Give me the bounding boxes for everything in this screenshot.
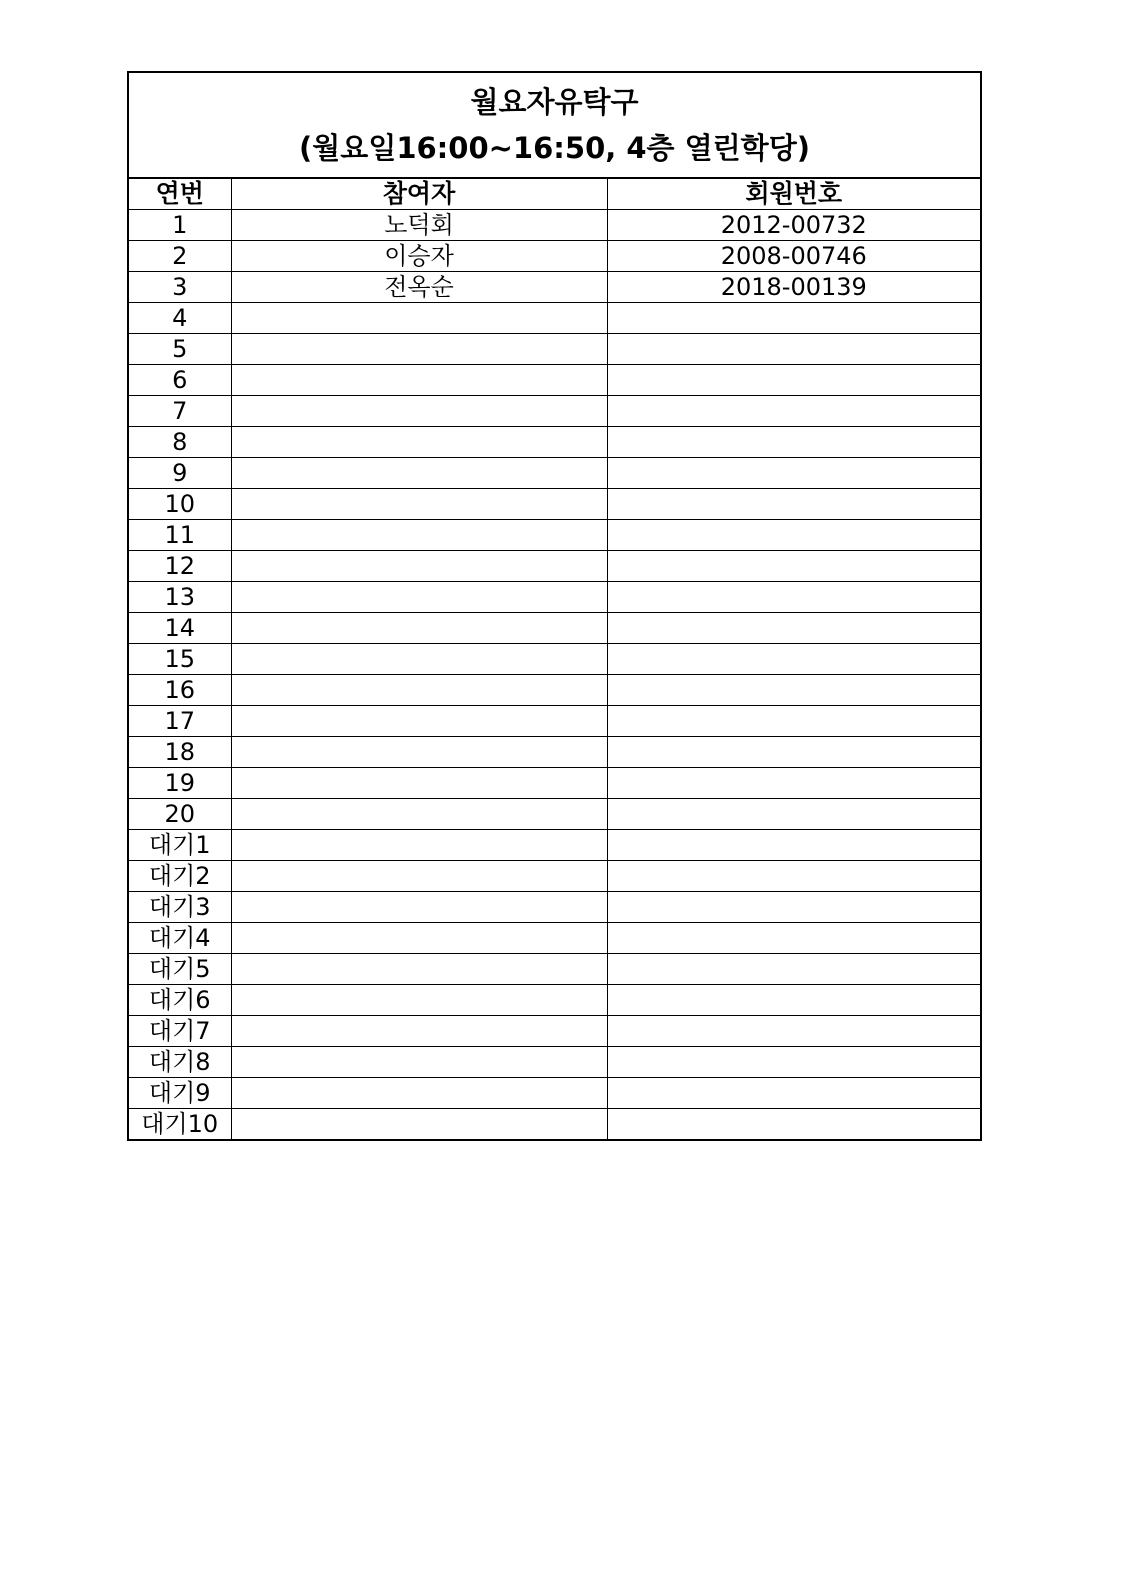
member-id-cell: [607, 1047, 980, 1078]
participant-name-cell: [231, 520, 607, 551]
row-number-cell: 18: [129, 737, 231, 768]
participant-name-cell: [231, 675, 607, 706]
table-row: [129, 489, 980, 520]
member-id-cell: [607, 365, 980, 396]
member-id-cell: [607, 830, 980, 861]
row-number-cell: 16: [129, 675, 231, 706]
row-number-cell: 9: [129, 458, 231, 489]
participant-name-cell: [231, 799, 607, 830]
participant-name-cell: [231, 1016, 607, 1047]
participant-name-cell: [231, 489, 607, 520]
table-row: [129, 768, 980, 799]
sheet-title-block: [129, 73, 980, 179]
member-id-cell: [607, 1109, 980, 1140]
table-row: [129, 210, 980, 241]
row-number-cell: 6: [129, 365, 231, 396]
row-number-cell: 10: [129, 489, 231, 520]
member-id-cell: [607, 644, 980, 675]
member-id-cell: 2012-00732: [607, 210, 980, 241]
participant-name-cell: [231, 985, 607, 1016]
row-number-cell: 12: [129, 551, 231, 582]
row-number-cell: 7: [129, 396, 231, 427]
member-id-cell: 2018-00139: [607, 272, 980, 303]
row-number-cell: 13: [129, 582, 231, 613]
member-id-cell: [607, 1016, 980, 1047]
participant-name-cell: [231, 1047, 607, 1078]
member-id-cell: [607, 675, 980, 706]
sheet-title: 월요자유탁구: [470, 85, 639, 119]
member-id-cell: [607, 768, 980, 799]
table-row: [129, 675, 980, 706]
member-id-cell: [607, 489, 980, 520]
member-id-cell: [607, 985, 980, 1016]
table-row: [129, 458, 980, 489]
column-header-participant: 참여자: [231, 179, 607, 210]
row-number-cell: 대기5: [129, 954, 231, 985]
table-row: [129, 830, 980, 861]
row-number-cell: 대기10: [129, 1109, 231, 1140]
member-id-cell: [607, 582, 980, 613]
participant-name-cell: [231, 830, 607, 861]
table-row: [129, 737, 980, 768]
row-number-cell: 대기4: [129, 923, 231, 954]
row-number-cell: 3: [129, 272, 231, 303]
table-row: [129, 520, 980, 551]
table-row: [129, 365, 980, 396]
participant-table: [129, 179, 980, 1139]
member-id-cell: [607, 303, 980, 334]
table-row: [129, 396, 980, 427]
table-row: [129, 272, 980, 303]
participant-name-cell: [231, 427, 607, 458]
participant-name-cell: [231, 396, 607, 427]
participant-name-cell: [231, 582, 607, 613]
member-id-cell: [607, 799, 980, 830]
member-id-cell: [607, 892, 980, 923]
member-id-cell: [607, 1078, 980, 1109]
member-id-cell: [607, 396, 980, 427]
member-id-cell: [607, 334, 980, 365]
row-number-cell: 15: [129, 644, 231, 675]
member-id-cell: 2008-00746: [607, 241, 980, 272]
member-id-cell: [607, 427, 980, 458]
participant-name-cell: [231, 892, 607, 923]
table-row: [129, 334, 980, 365]
row-number-cell: 11: [129, 520, 231, 551]
sheet-subtitle: (월요일16:00~16:50, 4층 열린학당): [299, 131, 810, 165]
participant-name-cell: 이승자: [231, 241, 607, 272]
row-number-cell: 대기7: [129, 1016, 231, 1047]
member-id-cell: [607, 458, 980, 489]
row-number-cell: 8: [129, 427, 231, 458]
member-id-cell: [607, 706, 980, 737]
participant-name-cell: [231, 706, 607, 737]
row-number-cell: 대기3: [129, 892, 231, 923]
table-row: [129, 582, 980, 613]
table-row: [129, 1078, 980, 1109]
row-number-cell: 14: [129, 613, 231, 644]
row-number-cell: 2: [129, 241, 231, 272]
row-number-cell: 19: [129, 768, 231, 799]
participant-name-cell: [231, 551, 607, 582]
participant-name-cell: [231, 613, 607, 644]
row-number-cell: 17: [129, 706, 231, 737]
participant-name-cell: [231, 954, 607, 985]
participant-name-cell: [231, 737, 607, 768]
table-row: [129, 892, 980, 923]
participant-name-cell: [231, 458, 607, 489]
participant-name-cell: [231, 365, 607, 396]
row-number-cell: 1: [129, 210, 231, 241]
table-row: [129, 985, 980, 1016]
table-row: [129, 1109, 980, 1140]
participant-name-cell: [231, 861, 607, 892]
table-header-row: [129, 179, 980, 210]
table-row: [129, 799, 980, 830]
participant-name-cell: [231, 923, 607, 954]
table-row: [129, 954, 980, 985]
table-row: [129, 1016, 980, 1047]
member-id-cell: [607, 551, 980, 582]
participant-name-cell: [231, 644, 607, 675]
participant-name-cell: [231, 303, 607, 334]
column-header-member-id: 회원번호: [607, 179, 980, 210]
table-row: [129, 1047, 980, 1078]
row-number-cell: 대기8: [129, 1047, 231, 1078]
table-row: [129, 303, 980, 334]
row-number-cell: 대기9: [129, 1078, 231, 1109]
row-number-cell: 4: [129, 303, 231, 334]
table-row: [129, 706, 980, 737]
participant-name-cell: [231, 1078, 607, 1109]
participant-name-cell: [231, 768, 607, 799]
table-row: [129, 427, 980, 458]
participant-name-cell: 전옥순: [231, 272, 607, 303]
member-id-cell: [607, 737, 980, 768]
row-number-cell: 대기1: [129, 830, 231, 861]
row-number-cell: 대기2: [129, 861, 231, 892]
member-id-cell: [607, 923, 980, 954]
row-number-cell: 20: [129, 799, 231, 830]
member-id-cell: [607, 861, 980, 892]
table-row: [129, 923, 980, 954]
member-id-cell: [607, 954, 980, 985]
participant-name-cell: 노덕회: [231, 210, 607, 241]
table-row: [129, 861, 980, 892]
row-number-cell: 대기6: [129, 985, 231, 1016]
signup-sheet: [127, 71, 982, 1141]
member-id-cell: [607, 520, 980, 551]
table-row: [129, 644, 980, 675]
participant-name-cell: [231, 1109, 607, 1140]
table-row: [129, 241, 980, 272]
column-header-number: 연번: [129, 179, 231, 210]
participant-name-cell: [231, 334, 607, 365]
row-number-cell: 5: [129, 334, 231, 365]
table-row: [129, 613, 980, 644]
table-row: [129, 551, 980, 582]
member-id-cell: [607, 613, 980, 644]
